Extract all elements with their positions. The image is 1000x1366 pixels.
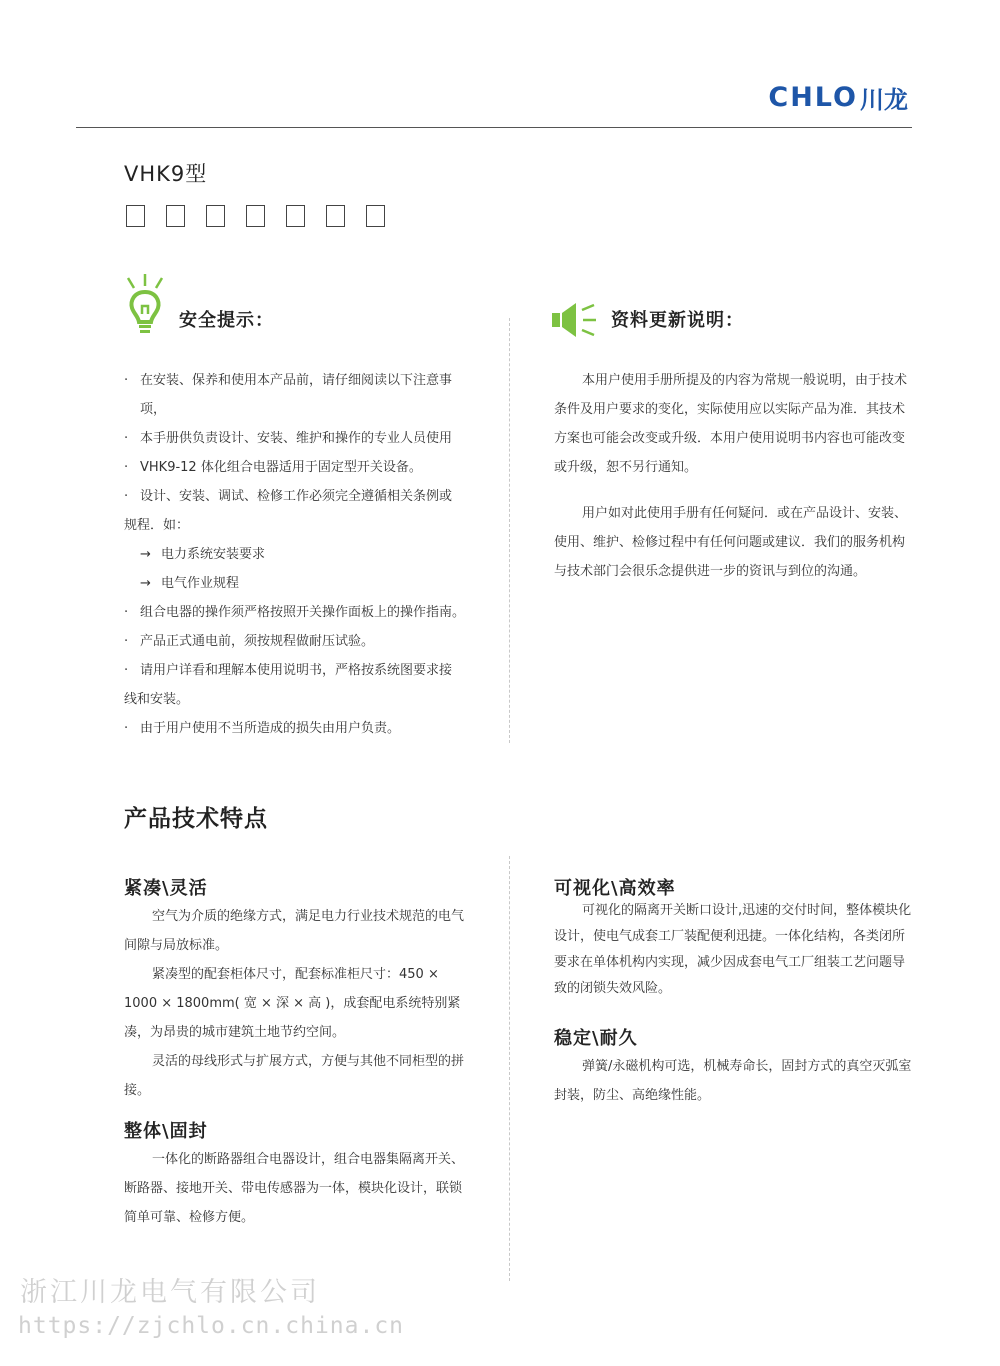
feature-title-sealed: 整体\固封 [124,1121,208,1142]
safety-item-text: 本手册供负责设计、安装、维护和操作的专业人员使用 [140,431,453,446]
update-paragraph-2: 用户如对此使用手册有任何疑问．或在产品设计、安装、使用、维护、检修过程中有任何问题或建议．我们的服务机构与技术部门会很乐念提供进一步的资讯与到位的沟通。 [554,506,908,579]
model-title: VHK9型 [124,162,208,186]
safety-list [124,366,474,743]
update-body [554,366,912,586]
placeholder-boxes [126,205,385,227]
placeholder-box [166,205,185,227]
safety-item-text: 规程．如： [124,518,190,533]
safety-list-item [124,598,474,627]
arrow-icon: → [140,576,151,591]
section-divider-top [509,318,510,743]
safety-list-item [124,540,474,569]
section-divider-bottom [509,856,510,1281]
features-left-column [124,874,466,1232]
safety-item-text: 电力系统安装要求 [161,547,266,562]
safety-list-item [124,627,474,656]
watermark-company: 浙江川龙电气有限公司 [20,1277,320,1308]
safety-list-item [124,511,474,540]
feature-paragraph: 灵活的母线形式与扩展方式，方便与其他不同柜型的拼接。 [124,1054,465,1098]
bullet-marker: · [124,721,129,736]
placeholder-box [126,205,145,227]
bullet-marker: · [124,663,129,678]
speaker-icon [552,302,598,338]
safety-list-item [124,656,474,685]
safety-item-text: 线和安装。 [124,692,190,707]
safety-list-item [124,424,474,453]
placeholder-box [206,205,225,227]
bullet-marker: · [124,460,129,475]
safety-item-text: 在安装、保养和使用本产品前，请仔细阅读以下注意事项， [140,373,453,417]
safety-item-text: 产品正式通电前，须按规程做耐压试验。 [140,634,375,649]
bullet-marker: · [124,489,129,504]
safety-item-text: 电气作业规程 [161,576,240,591]
placeholder-box [286,205,305,227]
bullet-marker: · [124,634,129,649]
feature-paragraph: 一体化的断路器组合电器设计，组合电器集隔离开关、断路器、接地开关、带电传感器为一体，模块化设计，联锁简单可靠、检修方便。 [124,1152,465,1225]
placeholder-box [246,205,265,227]
safety-title: 安全提示： [179,310,274,331]
feature-paragraph: 可视化的隔离开关断口设计,迅速的交付时间，整体模块化设计，使电气成套工厂装配便利迅捷。一体化结构，各类闭所要求在单体机构内实现，减少因成套电气工厂组装工艺问题导致的闭锁失效风险。 [554,903,912,996]
feature-title-compact: 紧凑\灵活 [124,878,208,899]
safety-item-text: 设计、安装、调试、检修工作必须完全遵循相关条例或 [140,489,453,504]
update-paragraph-1: 本用户使用手册所提及的内容为常规一般说明，由于技术条件及用户要求的变化，实际使用应以实际产品为准．其技术方案也可能会改变或升级．本用户使用说明书内容也可能改变或升级，恕不另行通知。 [554,373,908,475]
feature-paragraph: 紧凑型的配套柜体尺寸，配套标准柜尺寸：450 × 1000 × 1800mm( 宽 × 深 × 高 )，成套配电系统特别紧凑，为昂贵的城市建筑土地节约空间。 [124,967,461,1040]
bullet-marker: · [124,373,129,388]
features-right-column [554,874,912,1110]
safety-item-text: VHK9-12 体化组合电器适用于固定型开关设备。 [140,460,422,475]
safety-list-item [124,714,474,743]
features-heading: 产品技术特点 [124,806,268,832]
safety-item-text: 组合电器的操作须严格按照开关操作面板上的操作指南。 [140,605,466,620]
bullet-marker: · [124,431,129,446]
feature-title-visual: 可视化\高效率 [554,878,676,899]
safety-list-item [124,482,474,511]
update-title: 资料更新说明： [611,310,744,331]
safety-item-text: 请用户详看和理解本使用说明书，严格按系统图要求接 [140,663,453,678]
placeholder-box [366,205,385,227]
lightbulb-icon [124,274,166,336]
header-divider [76,127,912,128]
feature-paragraph: 空气为介质的绝缘方式，满足电力行业技术规范的电气间隙与局放标准。 [124,909,465,953]
safety-item-text: 由于用户使用不当所造成的损失由用户负责。 [140,721,401,736]
logo-cn-text: 川龙 [860,85,908,114]
feature-paragraph: 弹簧/永磁机构可选，机械寿命长，固封方式的真空灭弧室封装，防尘、高绝缘性能。 [554,1059,912,1103]
placeholder-box [326,205,345,227]
feature-title-stable: 稳定\耐久 [554,1028,638,1049]
safety-list-item [124,453,474,482]
logo-latin-text: CHLO [768,81,858,113]
watermark-url: https://zjchlo.cn.china.cn [18,1313,405,1339]
arrow-icon: → [140,547,151,562]
bullet-marker: · [124,605,129,620]
brand-logo [768,82,908,112]
safety-list-item [124,685,474,714]
safety-list-item [124,366,474,424]
safety-list-item [124,569,474,598]
